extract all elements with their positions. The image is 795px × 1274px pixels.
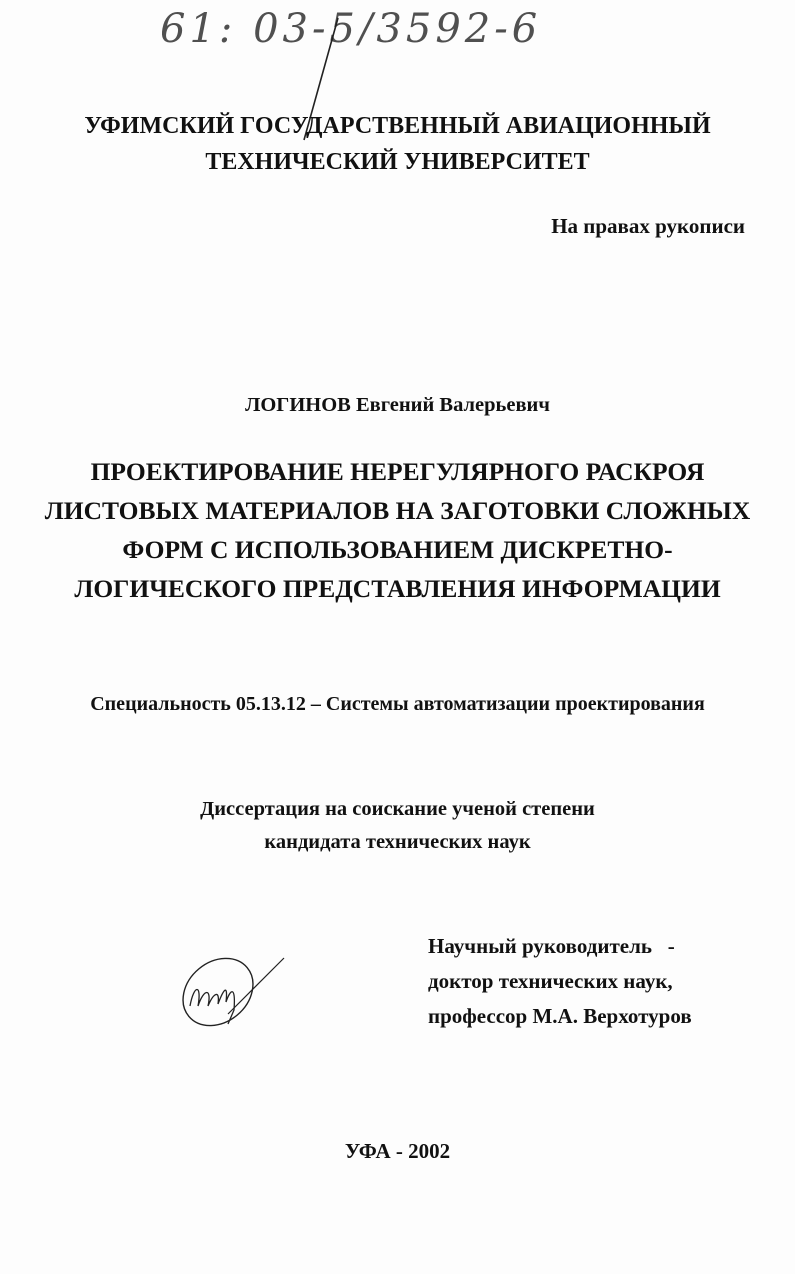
degree-line-2: кандидата технических наук bbox=[264, 831, 531, 853]
degree-line-1: Диссертация на соискание ученой степени bbox=[200, 798, 595, 820]
dissertation-title bbox=[0, 452, 795, 608]
handwritten-archive-code: 61: 03-5/3592-6 bbox=[160, 6, 542, 52]
signature-icon bbox=[168, 944, 288, 1034]
specialty: Специальность 05.13.12 – Системы автоматизации проектирования bbox=[90, 693, 705, 715]
scientific-supervisor bbox=[428, 929, 692, 1034]
university-name bbox=[0, 108, 795, 180]
manuscript-rights-note: На правах рукописи bbox=[551, 214, 745, 238]
title-line-1: ПРОЕКТИРОВАНИЕ НЕРЕГУЛЯРНОГО РАСКРОЯ bbox=[90, 457, 705, 486]
supervisor-line-3: профессор М.А. Верхотуров bbox=[428, 1004, 692, 1028]
title-line-2: ЛИСТОВЫХ МАТЕРИАЛОВ НА ЗАГОТОВКИ СЛОЖНЫХ bbox=[44, 496, 751, 525]
degree-statement bbox=[0, 793, 795, 859]
title-line-4: ЛОГИЧЕСКОГО ПРЕДСТАВЛЕНИЯ ИНФОРМАЦИИ bbox=[74, 574, 721, 603]
city-and-year: УФА - 2002 bbox=[344, 1139, 451, 1163]
title-line-3: ФОРМ С ИСПОЛЬЗОВАНИЕМ ДИСКРЕТНО- bbox=[122, 535, 673, 564]
author-name: ЛОГИНОВ Евгений Валерьевич bbox=[245, 394, 550, 416]
supervisor-line-1: Научный руководитель - bbox=[428, 934, 675, 958]
supervisor-line-2: доктор технических наук, bbox=[428, 969, 673, 993]
university-line-2: ТЕХНИЧЕСКИЙ УНИВЕРСИТЕТ bbox=[205, 149, 590, 175]
university-line-1: УФИМСКИЙ ГОСУДАРСТВЕННЫЙ АВИАЦИОННЫЙ bbox=[84, 113, 711, 139]
